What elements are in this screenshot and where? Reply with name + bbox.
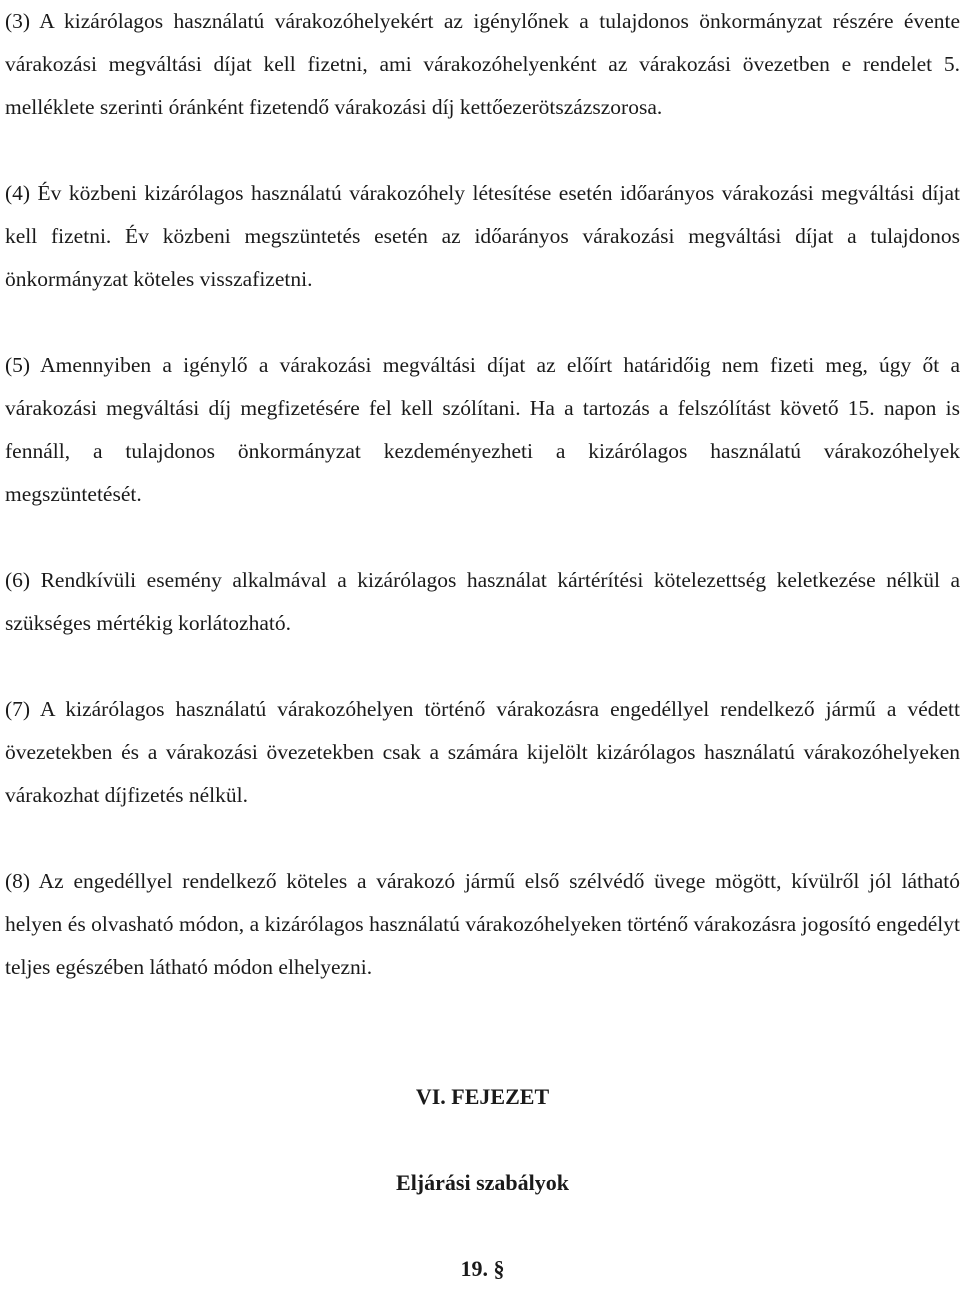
chapter-title: Eljárási szabályok	[396, 1170, 569, 1195]
paragraph-4: (4) Év közbeni kizárólagos használatú várakozóhely létesítése esetén időarányos várakozási megváltási díjat kell fizetni. Év közbeni megszüntetés esetén az időarányos várakozási megváltási díjat a tulajdonos önkormányzat köteles visszafizetni.	[5, 181, 960, 291]
paragraph-8: (8) Az engedéllyel rendelkező köteles a várakozó jármű első szélvédő üvege mögött, kívülről jól látható helyen és olvasható módon, a kizárólagos használatú várakozóhelyeken történő várakozásra jogosító engedélyt teljes egészében látható módon elhelyezni.	[5, 869, 960, 979]
paragraph-7: (7) A kizárólagos használatú várakozóhelyen történő várakozásra engedéllyel rendelkező jármű a védett övezetekben és a várakozási övezetekben csak a számára kijelölt kizárólagos használatú várakozóhelyeken várakozhat díjfizetés nélkül.	[5, 697, 960, 807]
document-page	[5, 0, 960, 1290]
section-number: 19. §	[460, 1256, 505, 1281]
paragraph-3: (3) A kizárólagos használatú várakozóhelyekért az igénylőnek a tulajdonos önkormányzat részére évente várakozási megváltási díjat kell fizetni, ami várakozóhelyenként az várakozási övezetben e rendelet 5. melléklete szerinti óránként fizetendő várakozási díj kettőezerötszázszorosa.	[5, 9, 960, 119]
paragraph-6: (6) Rendkívüli esemény alkalmával a kizárólagos használat kártérítési kötelezettség keletkezése nélkül a szükséges mértékig korlátozható.	[5, 568, 960, 635]
paragraph-5: (5) Amennyiben a igénylő a várakozási megváltási díjat az előírt határidőig nem fizeti meg, úgy őt a várakozási megváltási díj megfizetésére fel kell szólítani. Ha a tartozás a felszólítást követő 15. napon is fennáll, a tulajdonos önkormányzat kezdeményezheti a kizárólagos használatú várakozóhelyek megszüntetését.	[5, 353, 960, 506]
chapter-heading: VI. FEJEZET	[415, 1084, 550, 1109]
